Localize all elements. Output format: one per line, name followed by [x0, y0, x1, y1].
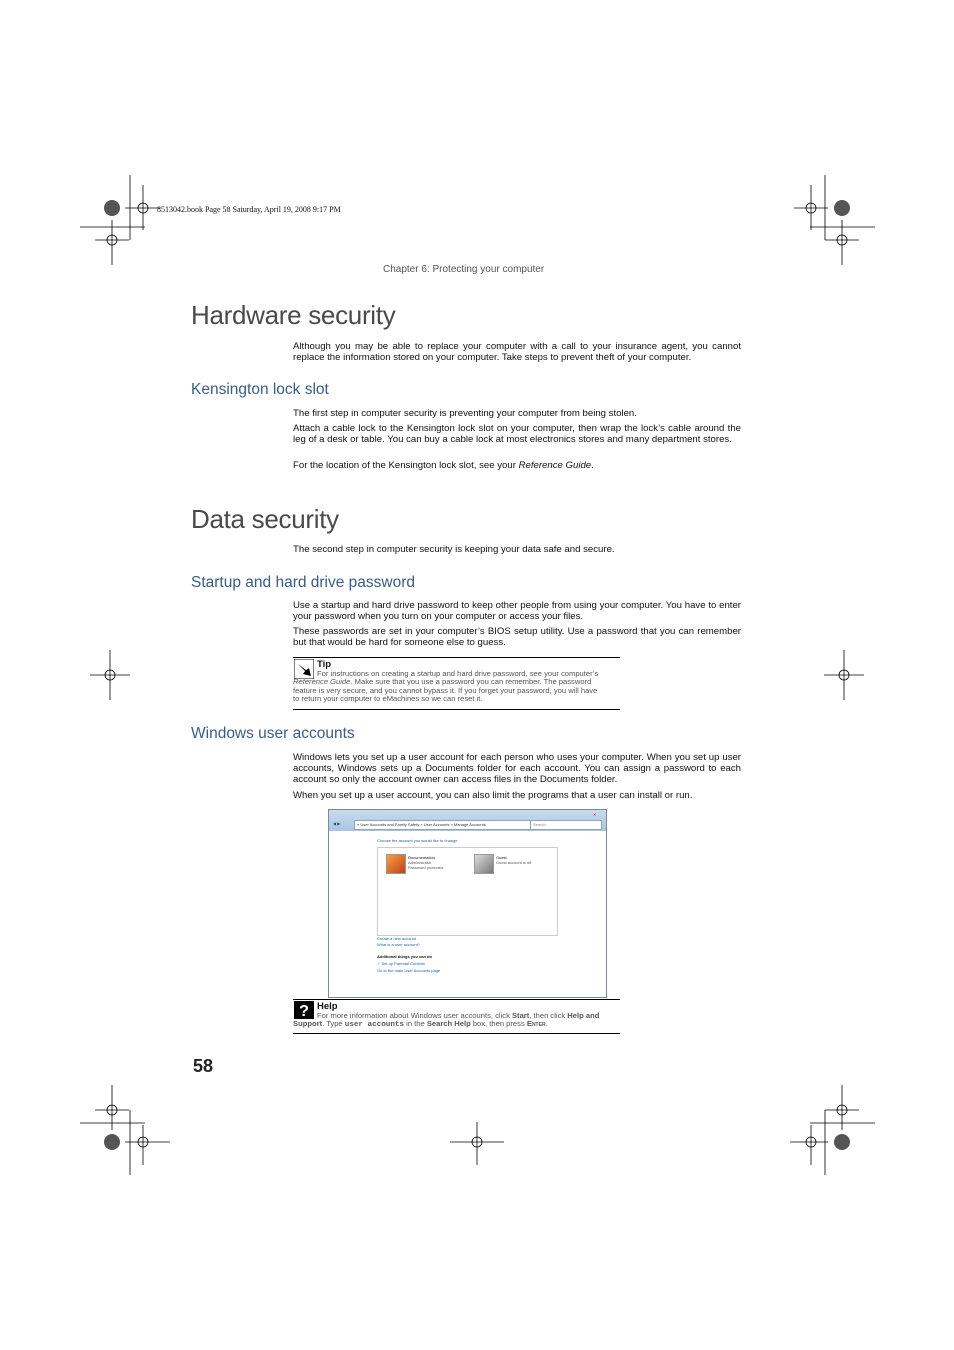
search-box: Search — [530, 820, 602, 830]
account2-status: Guest account is off — [496, 860, 532, 865]
account2-name: Guest — [496, 855, 507, 860]
startup-p2: These passwords are set in your computer’s BIOS setup utility. Use a password that you can remember but that would be hard for someone else to guess. — [293, 626, 741, 648]
main-accounts-link: Go to the main User Accounts page — [377, 968, 441, 973]
guest-picture-icon — [474, 854, 494, 874]
windows-p1: Windows lets you set up a user account for each person who uses your computer. When you set up user accounts, Windows sets up a Documents folder for each account. You can assign a password to each account so only the account owner can access files in the Documents folder. — [293, 752, 741, 785]
parental-controls-link: ✓ Set up Parental Controls — [377, 961, 426, 966]
accounts-panel — [377, 847, 558, 936]
nav-back-icon: ◀ ▶ — [333, 821, 341, 826]
tip-body: For instructions on creating a startup and hard drive password, see your computer’s Reference Guide. Make sure that you use a password you can remember. The password feature is very secure, and you cannot bypass it. If you forget your password, you will have to return your computer to eMachines so we can reset it. — [293, 669, 599, 704]
heading-startup-password: Startup and hard drive password — [191, 574, 416, 591]
chapter-header: Chapter 6: Protecting your computer — [383, 264, 545, 275]
windows-p2: When you set up a user account, you can also limit the programs that a user can install or run. — [293, 790, 693, 801]
svg-text:?: ? — [299, 1003, 309, 1019]
address-bar: « User Accounts and Family Safety » User Accounts » Manage Accounts — [354, 820, 553, 830]
account-picture-icon — [386, 854, 406, 874]
manage-accounts-screenshot — [328, 809, 607, 998]
help-title: Help — [317, 1001, 338, 1012]
kensington-p2: Attach a cable lock to the Kensington lock slot on your computer, then wrap the lock’s cable around the leg of a desk or table. You can buy a cable lock at most electronics stores and many department stores. — [293, 423, 741, 445]
startup-p1: Use a startup and hard drive password to keep other people from using your computer. You have to enter your password when you turn on your computer or access your files. — [293, 600, 741, 622]
what-is-account-link: What is a user account? — [377, 942, 420, 947]
help-body: For more information about Windows user accounts, click Start, then click Help and Support. Type user accounts in the Search Help box, then press Enter. — [293, 1011, 600, 1030]
account1-role: Administrator — [408, 860, 432, 865]
hardware-intro: Although you may be able to replace your computer with a call to your insurance agent, you cannot replace the information stored on your computer. Take steps to prevent theft of your computer. — [293, 341, 741, 363]
create-account-link: Create a new account — [377, 936, 416, 941]
heading-hardware-security: Hardware security — [191, 300, 396, 330]
heading-kensington: Kensington lock slot — [191, 381, 329, 398]
close-icon: ✕ — [593, 812, 597, 817]
shot-heading: Choose the account you would like to change — [377, 838, 458, 843]
running-header: 8513042.book Page 58 Saturday, April 19, 2008 9:17 PM — [157, 205, 341, 214]
help-box — [293, 999, 620, 1034]
kensington-p3: For the location of the Kensington lock slot, see your Reference Guide. — [293, 460, 594, 471]
reference-guide-em: Reference Guide — [518, 460, 592, 471]
data-intro: The second step in computer security is keeping your data safe and secure. — [293, 544, 615, 555]
page-number: 58 — [193, 1056, 214, 1076]
additional-things: Additional things you can do — [377, 954, 432, 959]
account1-status: Password protected — [408, 865, 444, 870]
heading-data-security: Data security — [191, 504, 339, 534]
account1-name: Documentation — [408, 855, 435, 860]
kensington-p1: The first step in computer security is preventing your computer from being stolen. — [293, 408, 637, 419]
tip-title: Tip — [317, 659, 332, 670]
tip-box — [293, 657, 620, 710]
heading-windows-accounts: Windows user accounts — [191, 725, 355, 742]
